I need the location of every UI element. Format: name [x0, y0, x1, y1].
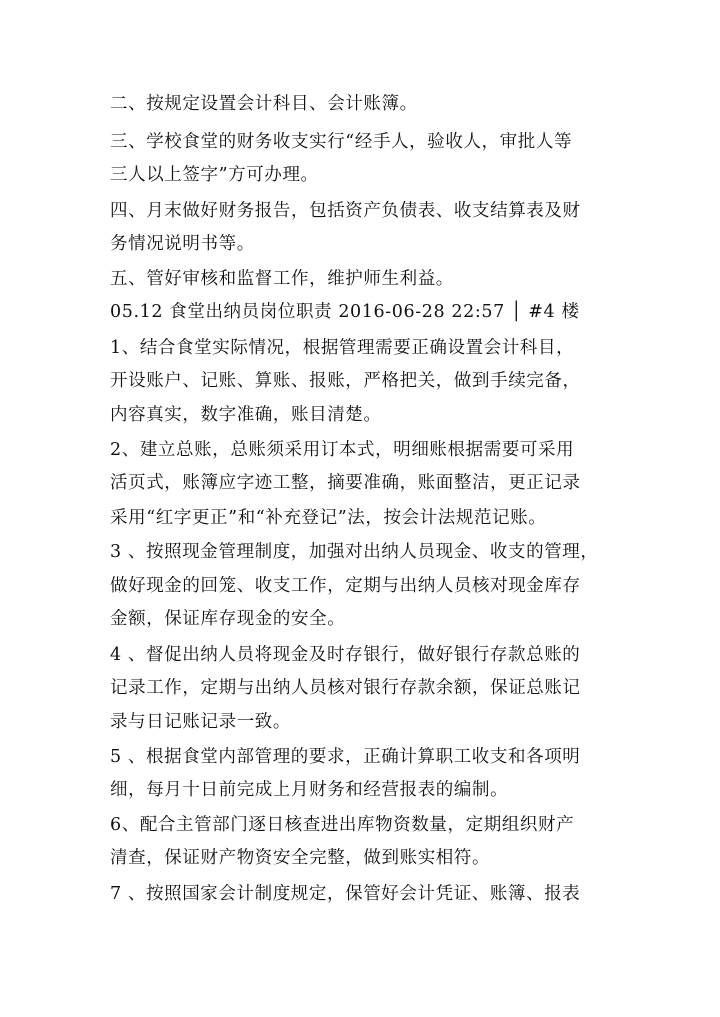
text-line: 4 、督促出纳人员将现金及时存银行，做好银行存款总账的 — [110, 645, 581, 665]
text-line: 录与日记账记录一致。 — [110, 712, 291, 732]
text-line: 7 、按照国家会计制度规定，保管好会计凭证、账簿、报表 — [110, 884, 581, 904]
text-line: 做好现金的回笼、收支工作，定期与出纳人员核对现金库存 — [110, 576, 581, 596]
text-line: 活页式，账簿应字迹工整，摘要准确，账面整洁，更正记录 — [110, 473, 581, 493]
text-line: 金额，保证库存现金的安全。 — [110, 609, 346, 629]
text-line: 二、按规定设置会计科目、会计账簿。 — [110, 94, 418, 114]
text-line: 2、建立总账，总账须采用订本式，明细账根据需要可采用 — [110, 440, 575, 460]
text-line: 1、结合食堂实际情况，根据管理需要正确设置会计科目， — [110, 338, 575, 358]
text-line: 务情况说明书等。 — [110, 234, 255, 254]
text-line: 6、配合主管部门逐日核查进出库物资数量，定期组织财产 — [110, 815, 575, 835]
text-line: 开设账户、记账、算账、报账，严格把关，做到手续完备， — [110, 371, 581, 391]
text-line: 清查，保证财产物资安全完整，做到账实相符。 — [110, 848, 491, 868]
text-line: 3 、按照现金管理制度，加强对出纳人员现金、收支的管理， — [110, 542, 599, 562]
text-line: 内容真实，数字准确，账目清楚。 — [110, 405, 382, 425]
text-line: 5 、根据食堂内部管理的要求，正确计算职工收支和各项明 — [110, 747, 581, 767]
text-line: 三人以上签字”方可办理。 — [110, 165, 319, 185]
text-line: 细，每月十日前完成上月财务和经营报表的编制。 — [110, 780, 509, 800]
text-line: 五、管好审核和监督工作，维护师生利益。 — [110, 269, 454, 289]
text-line: 三、学校食堂的财务收支实行“经手人，验收人，审批人等 — [110, 132, 573, 152]
text-line: 05.12 食堂出纳员岗位职责 2016-06-28 22:57 │ #4 楼 — [110, 302, 580, 322]
text-line: 记录工作，定期与出纳人员核对银行存款余额，保证总账记 — [110, 678, 581, 698]
text-line: 四、月末做好财务报告，包括资产负债表、收支结算表及财 — [110, 201, 581, 221]
text-line: 采用“红字更正”和“补充登记”法，按会计法规范记账。 — [110, 508, 547, 528]
